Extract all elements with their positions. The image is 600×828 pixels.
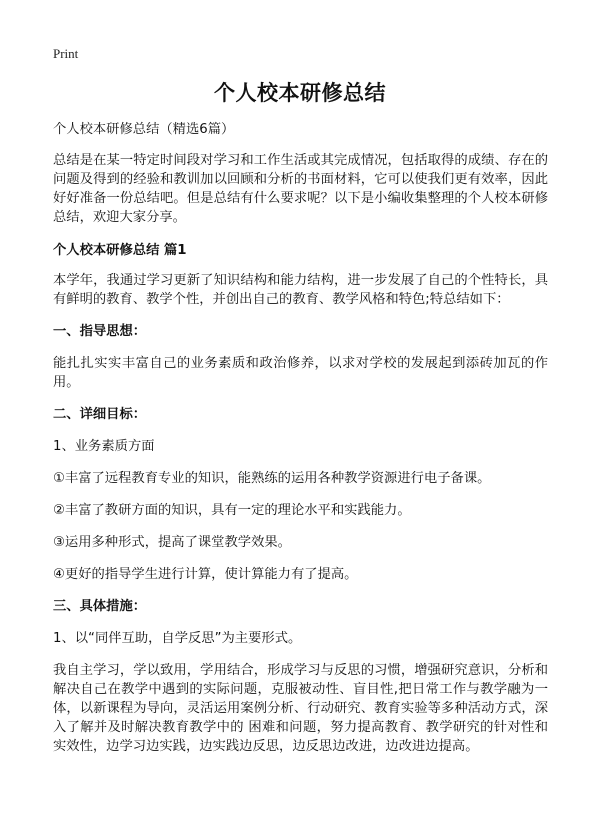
document-subtitle: 个人校本研修总结（精选6篇）	[53, 122, 235, 137]
section1-heading: 一、指导思想：	[53, 324, 147, 339]
section2-subheading: 1、业务素质方面	[53, 439, 155, 454]
goal-item: ③运用多种形式，提高了课堂教学效果。	[53, 535, 291, 550]
article-heading: 个人校本研修总结 篇1	[53, 243, 187, 258]
goal-item: ④更好的指导学生进行计算，使计算能力有了提高。	[53, 567, 358, 582]
section3-paragraph: 我自主学习，学以致用，学用结合，形成学习与反思的习惯，增强研究意识，分析和解决自己在教学中遇到的实际问题，克服被动性、盲目性,把日常工作与教学融为一体，以新课程为导向，灵活运用案例分析、行动研究、教育实验等多种活动方式，深入了解并及时解决教育教学中的 困难和问题，努力提高教育、教学研究的针对性和实效性，边学习边实践，边实践边反思，边反思边改进，边改进边提高。	[53, 663, 548, 754]
section2-heading: 二、详细目标：	[53, 407, 147, 422]
section3-heading: 三、具体措施：	[53, 599, 147, 614]
intro-paragraph: 总结是在某一特定时间段对学习和工作生活或其完成情况，包括取得的成绩、存在的问题及得到的经验和教训加以回顾和分析的书面材料，它可以使我们更有效率，因此好好准备一份总结吧。但是总结有什么要求呢？以下是小编收集整理的个人校本研修总结，欢迎大家分享。	[53, 153, 548, 225]
document-body	[53, 120, 548, 756]
goal-item: ①丰富了远程教育专业的知识，能熟练的运用各种教学资源进行电子备课。	[53, 471, 491, 486]
article-intro-paragraph: 本学年，我通过学习更新了知识结构和能力结构，进一步发展了自己的个性特长，具有鲜明的教育、教学个性，并创出自己的教育、教学风格和特色;特总结如下：	[53, 273, 548, 307]
section1-paragraph: 能扎扎实实丰富自己的业务素质和政治修养，以求对学校的发展起到添砖加瓦的作用。	[53, 356, 548, 390]
section3-subheading: 1、以“同伴互助，自学反思”为主要形式。	[53, 631, 302, 646]
goal-item: ②丰富了教研方面的知识，具有一定的理论水平和实践能力。	[53, 503, 411, 518]
document-title: 个人校本研修总结	[214, 81, 386, 105]
print-link[interactable]: Print	[53, 46, 79, 61]
